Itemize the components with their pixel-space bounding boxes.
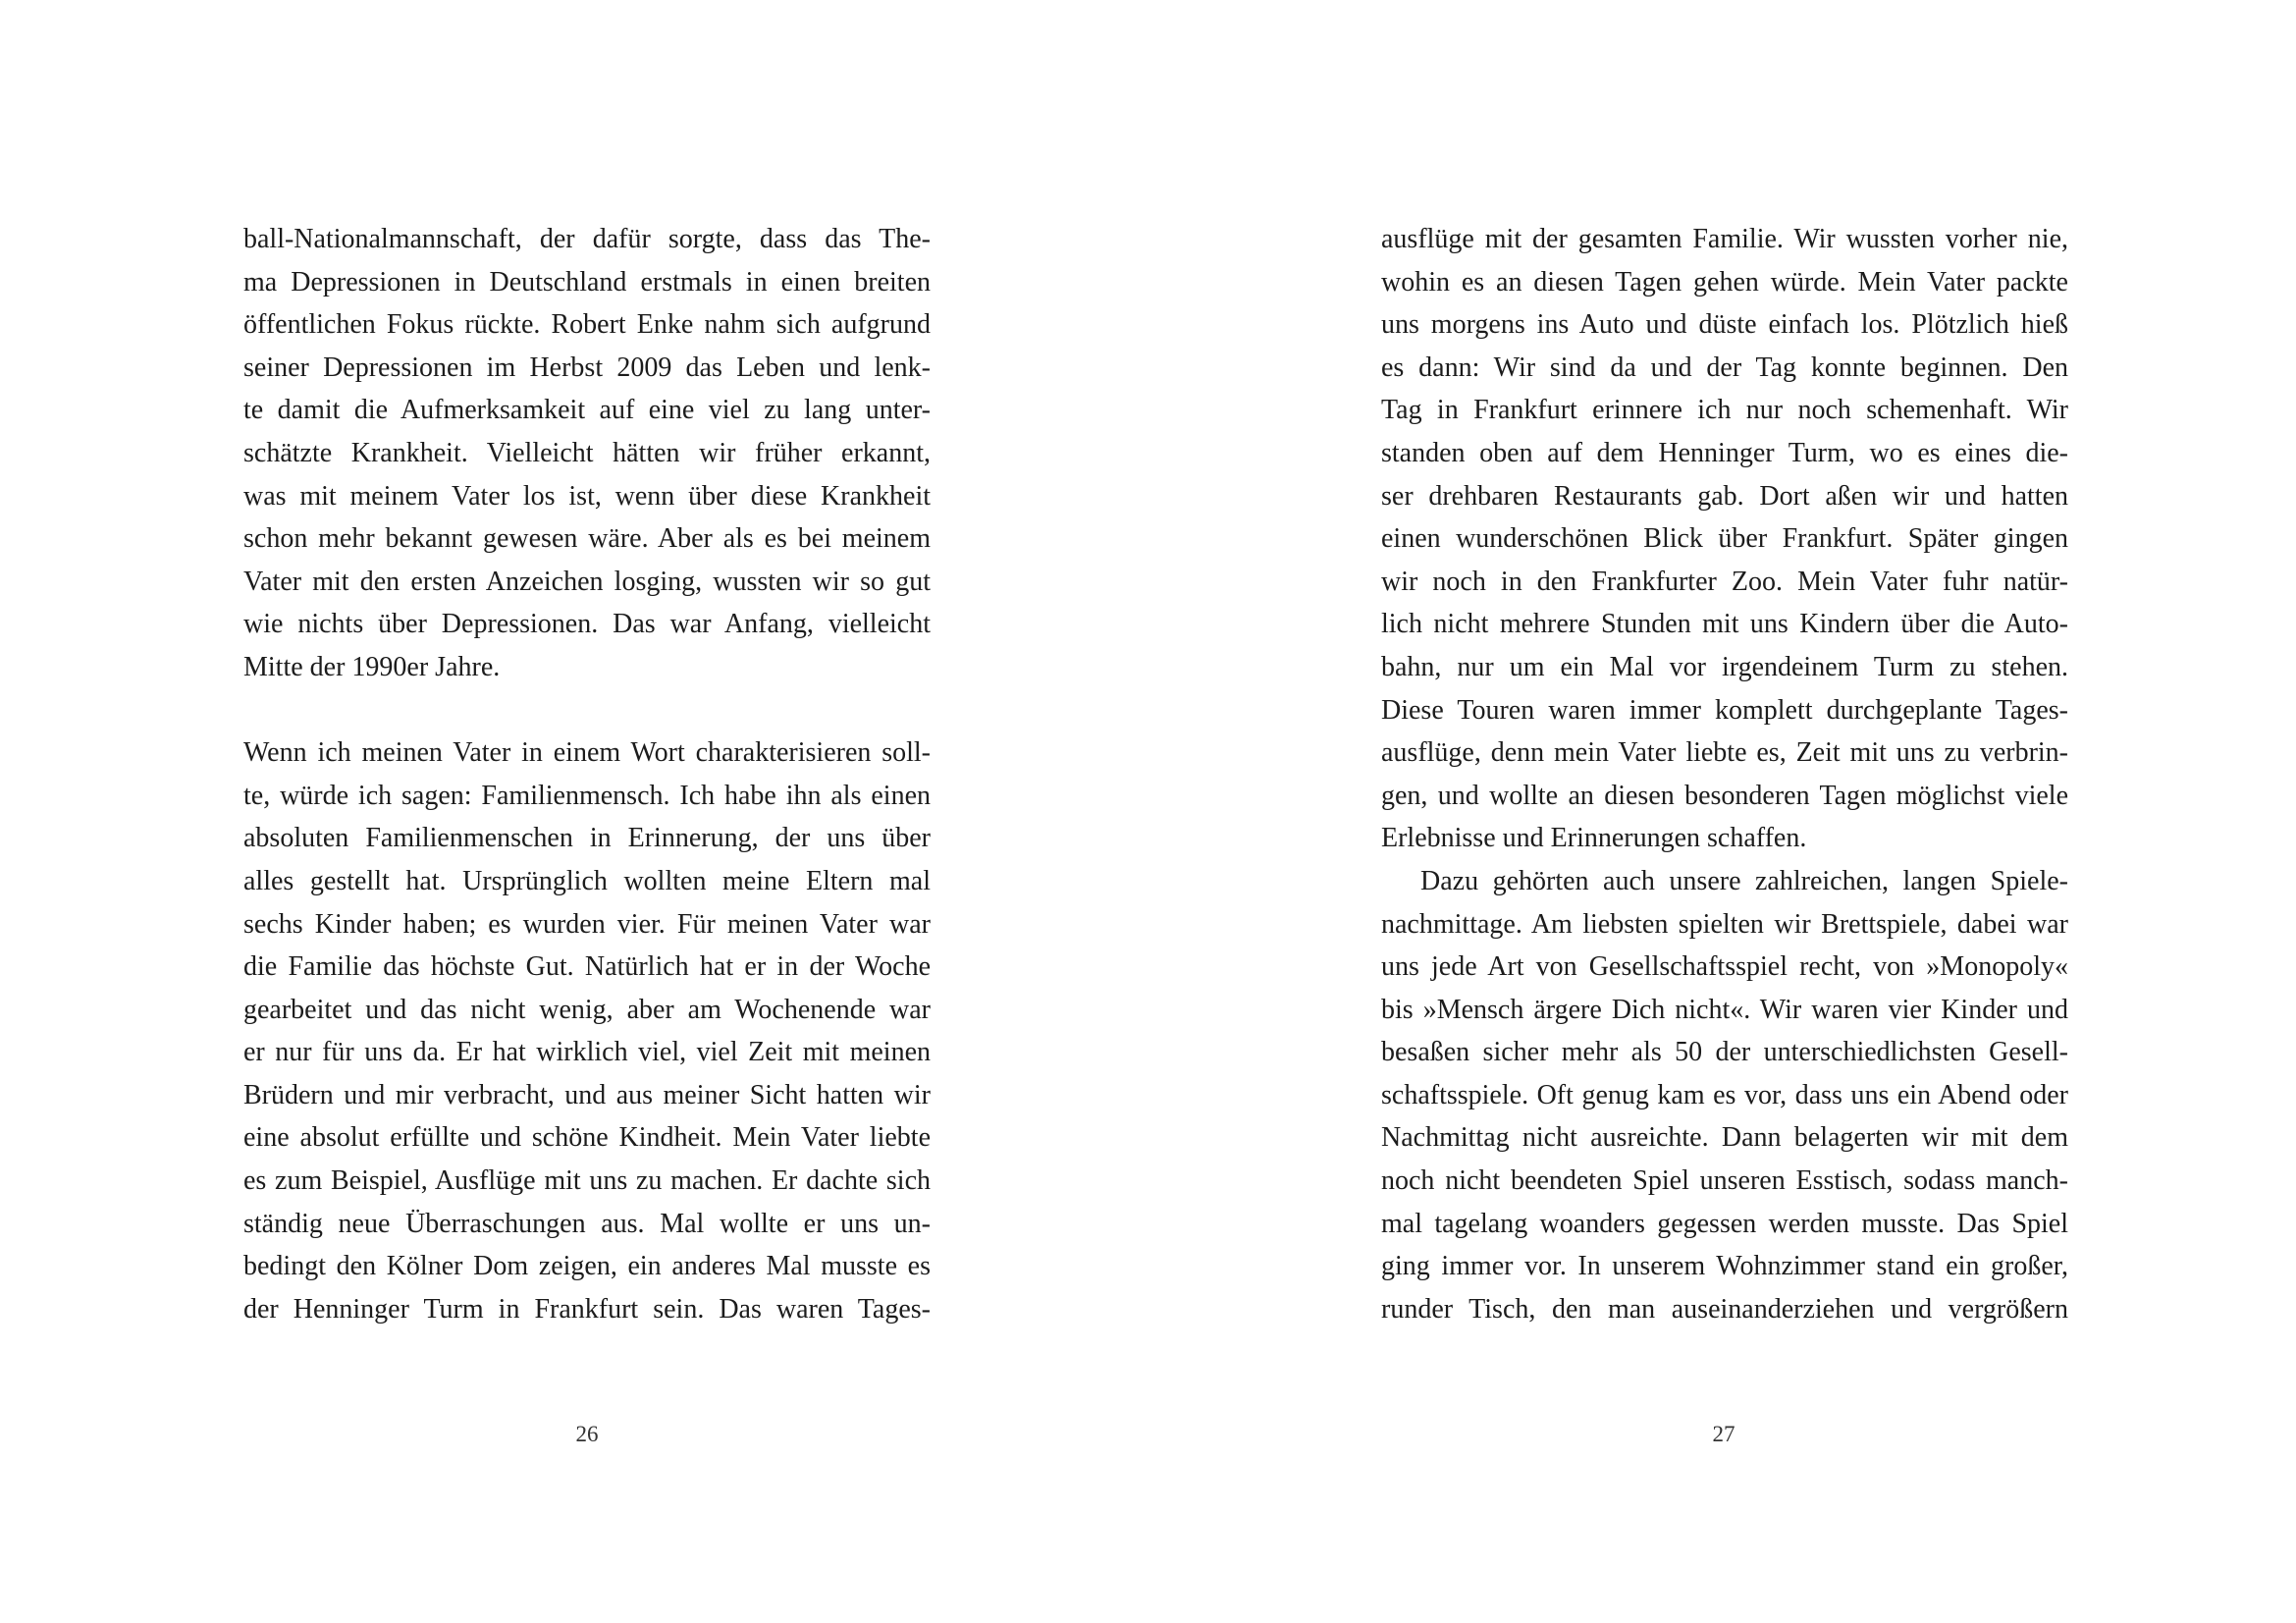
text-line: mal tagelang woanders gegessen werden musste. Das Spiel	[1381, 1208, 2068, 1239]
text-line: bedingt den Kölner Dom zeigen, ein anderes Mal musste es	[243, 1251, 931, 1282]
text-line: standen oben auf dem Henninger Turm, wo es eines die-	[1381, 437, 2068, 468]
text-line: öffentlichen Fokus rückte. Robert Enke nahm sich aufgrund	[243, 309, 931, 341]
text-line: er nur für uns da. Er hat wirklich viel, viel Zeit mit meinen	[243, 1037, 931, 1068]
text-line: ging immer vor. In unserem Wohnzimmer stand ein großer,	[1381, 1251, 2068, 1282]
paragraph	[243, 218, 931, 689]
text-line: eine absolut erfüllte und schöne Kindheit. Mein Vater liebte	[243, 1122, 931, 1154]
left-page-text	[243, 218, 931, 1330]
text-line: schätzte Krankheit. Vielleicht hätten wir früher erkannt,	[243, 437, 931, 468]
text-line: ständig neue Überraschungen aus. Mal wollte er uns un-	[243, 1208, 931, 1239]
text-line: Nachmittag nicht ausreichte. Dann belagerten wir mit dem	[1381, 1122, 2068, 1154]
text-line: Erlebnisse und Erinnerungen schaffen.	[1381, 823, 1807, 854]
text-line: die Familie das höchste Gut. Natürlich hat er in der Woche	[243, 951, 931, 983]
text-line: absoluten Familienmenschen in Erinnerung, der uns über	[243, 823, 931, 854]
text-line: Brüdern und mir verbracht, und aus meiner Sicht hatten wir	[243, 1079, 931, 1110]
text-line: uns jede Art von Gesellschaftsspiel recht, von »Monopoly«	[1381, 951, 2068, 983]
text-line: gen, und wollte an diesen besonderen Tagen möglichst viele	[1381, 780, 2068, 811]
text-line: nachmittage. Am liebsten spielten wir Brettspiele, dabei war	[1381, 908, 2068, 940]
text-line: der Henninger Turm in Frankfurt sein. Das waren Tages-	[243, 1293, 931, 1325]
text-line: Diese Touren waren immer komplett durchgeplante Tages-	[1381, 694, 2068, 726]
paragraph	[1381, 860, 2068, 1331]
text-line: uns morgens ins Auto und düste einfach los. Plötzlich hieß	[1381, 309, 2068, 341]
text-line: es dann: Wir sind da und der Tag konnte beginnen. Den	[1381, 352, 2068, 383]
text-line: schon mehr bekannt gewesen wäre. Aber als es bei meinem	[243, 523, 931, 555]
text-line: sechs Kinder haben; es wurden vier. Für meinen Vater war	[243, 908, 931, 940]
page-number: 27	[1712, 1422, 1735, 1446]
text-line: wie nichts über Depressionen. Das war Anfang, vielleicht	[243, 609, 931, 640]
text-line: was mit meinem Vater los ist, wenn über diese Krankheit	[243, 480, 931, 512]
paragraph	[1381, 218, 2068, 860]
text-line: einen wunderschönen Blick über Frankfurt. Später gingen	[1381, 523, 2068, 555]
text-line: ma Depressionen in Deutschland erstmals in einen breiten	[243, 266, 931, 298]
text-line: ball-Nationalmannschaft, der dafür sorgte, dass das The-	[243, 224, 931, 254]
text-line: Wenn ich meinen Vater in einem Wort charakterisieren soll-	[243, 737, 931, 769]
right-page	[1148, 0, 2296, 1623]
text-line: Tag in Frankfurt erinnere ich nur noch schemenhaft. Wir	[1381, 395, 2068, 426]
text-line: ser drehbaren Restaurants gab. Dort aßen wir und hatten	[1381, 480, 2068, 512]
text-line: alles gestellt hat. Ursprünglich wollten meine Eltern mal	[243, 865, 931, 896]
text-line: bis »Mensch ärgere Dich nicht«. Wir waren vier Kinder und	[1381, 994, 2068, 1025]
text-line: wir noch in den Frankfurter Zoo. Mein Vater fuhr natür-	[1381, 566, 2068, 597]
text-line: seiner Depressionen im Herbst 2009 das Leben und lenk-	[243, 352, 931, 383]
text-line: besaßen sicher mehr als 50 der unterschiedlichsten Gesell-	[1381, 1037, 2068, 1068]
text-line: ausflüge mit der gesamten Familie. Wir wussten vorher nie,	[1381, 224, 2068, 254]
text-line: Vater mit den ersten Anzeichen losging, wussten wir so gut	[243, 566, 931, 597]
section-break	[243, 689, 931, 732]
page-number: 26	[575, 1422, 599, 1446]
text-line: Dazu gehörten auch unsere zahlreichen, langen Spiele-	[1420, 865, 2068, 896]
text-line: schaftsspiele. Oft genug kam es vor, dass uns ein Abend oder	[1381, 1079, 2068, 1110]
text-line: wohin es an diesen Tagen gehen würde. Mein Vater packte	[1381, 266, 2068, 298]
paragraph	[243, 731, 931, 1330]
text-line: Mitte der 1990er Jahre.	[243, 651, 501, 682]
text-line: te damit die Aufmerksamkeit auf eine viel zu lang unter-	[243, 395, 931, 426]
text-line: ausflüge, denn mein Vater liebte es, Zeit mit uns zu verbrin-	[1381, 737, 2068, 769]
text-line: es zum Beispiel, Ausflüge mit uns zu machen. Er dachte sich	[243, 1165, 931, 1197]
text-line: runder Tisch, den man auseinanderziehen und vergrößern	[1381, 1293, 2068, 1325]
text-line: gearbeitet und das nicht wenig, aber am Wochenende war	[243, 994, 931, 1025]
text-line: noch nicht beendeten Spiel unseren Esstisch, sodass manch-	[1381, 1165, 2068, 1197]
text-line: te, würde ich sagen: Familienmensch. Ich habe ihn als einen	[243, 780, 931, 811]
right-page-text	[1381, 218, 2068, 1330]
text-line: bahn, nur um ein Mal vor irgendeinem Turm zu stehen.	[1381, 651, 2068, 682]
text-line: lich nicht mehrere Stunden mit uns Kindern über die Auto-	[1381, 609, 2068, 640]
